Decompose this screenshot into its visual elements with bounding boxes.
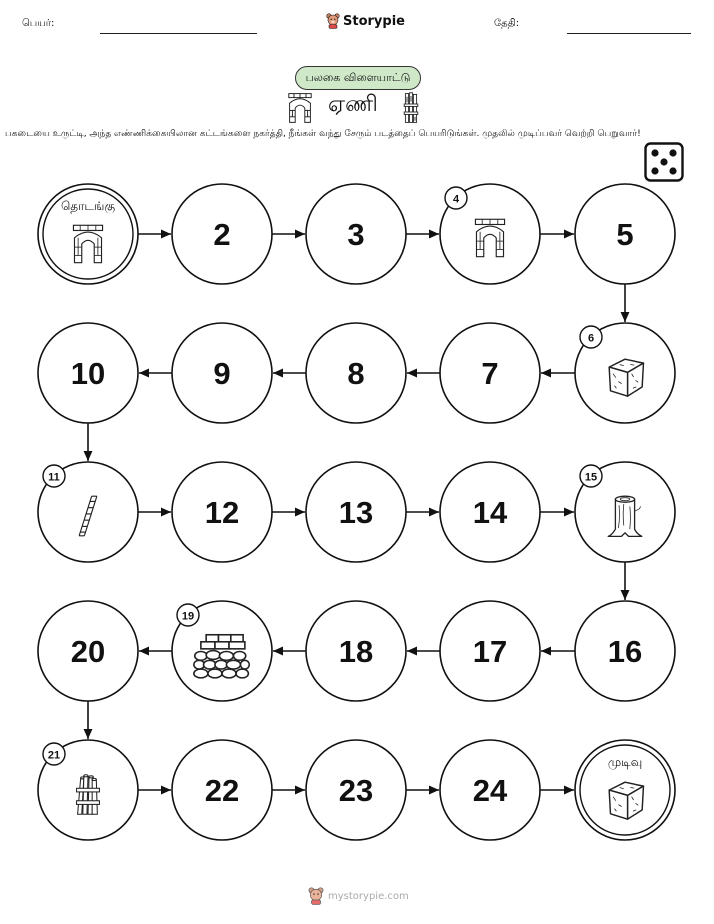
game-type-label: பலகை விளையாட்டு [305,70,411,84]
board-cell-20[interactable] [38,601,138,701]
board-cell-12[interactable] [172,462,272,562]
footer [308,887,409,905]
board-cell-14[interactable] [440,462,540,562]
board-cell-17[interactable] [440,601,540,701]
cell-number: 5 [616,217,634,252]
cell-number: 13 [338,495,374,530]
board-cell-8[interactable] [306,323,406,423]
date-label: தேதி: [494,18,520,29]
board-cell-15[interactable] [575,462,675,562]
cell-number: 2 [213,217,231,252]
bear-mascot-icon [308,887,324,905]
cell-number: 23 [338,773,374,808]
cell-number: 11 [48,471,60,484]
cell-number: 16 [607,634,643,669]
board-cell-4[interactable] [440,184,540,284]
cell-number: 3 [347,217,365,252]
board-cell-2[interactable] [172,184,272,284]
board-cell-7[interactable] [440,323,540,423]
cell-number: 21 [47,749,61,762]
board-cell-11[interactable] [38,462,138,562]
name-label: பெயர்: [22,18,55,29]
page-title: ஏணி [328,92,378,117]
cell-number: 7 [481,356,499,391]
board-cell-19[interactable] [172,601,272,701]
board-cell-21[interactable] [38,740,138,840]
cell-number: 17 [472,634,508,669]
cell-number: 19 [181,610,195,623]
board-cell-22[interactable] [172,740,272,840]
board-cell-5[interactable] [575,184,675,284]
board-cell-18[interactable] [306,601,406,701]
cell-number: 18 [338,634,374,669]
brand-name: Storypie [343,13,405,29]
instructions: பகடையை உருட்டி, அந்த எண்ணிக்கையிலான கட்டங்களை நகர்த்தி, நீங்கள் வந்து சேரும் படத்தைப் பெயரிடுங்கள். முதலில் முடிப்பவர் வெற்றி பெறுவார்! [5,128,641,139]
cell-number: 14 [472,495,508,530]
board-cell-9[interactable] [172,323,272,423]
cell-number: 20 [70,634,106,669]
board-cell-16[interactable] [575,601,675,701]
cell-number: 8 [347,356,365,391]
cell-number: 9 [213,356,231,391]
cell-label: முடிவு [607,755,643,769]
board-cell-10[interactable] [38,323,138,423]
cell-label: தொடங்கு [60,199,116,213]
cell-number: 24 [472,773,508,808]
cell-number: 22 [204,773,240,808]
board-cell-3[interactable] [306,184,406,284]
cell-number: 6 [587,332,595,345]
cell-number: 10 [70,356,106,391]
board-cell-24[interactable] [440,740,540,840]
cell-number: 12 [204,495,240,530]
end-cell[interactable] [575,740,675,840]
board-cell-23[interactable] [306,740,406,840]
start-cell[interactable] [38,184,138,284]
board-cell-13[interactable] [306,462,406,562]
footer-url: mystorypie.com [328,890,409,902]
board-cell-6[interactable] [575,323,675,423]
cell-number: 15 [584,471,598,484]
wall-icon [194,635,249,678]
bundle-icon [77,775,100,815]
cell-number: 4 [452,193,460,206]
